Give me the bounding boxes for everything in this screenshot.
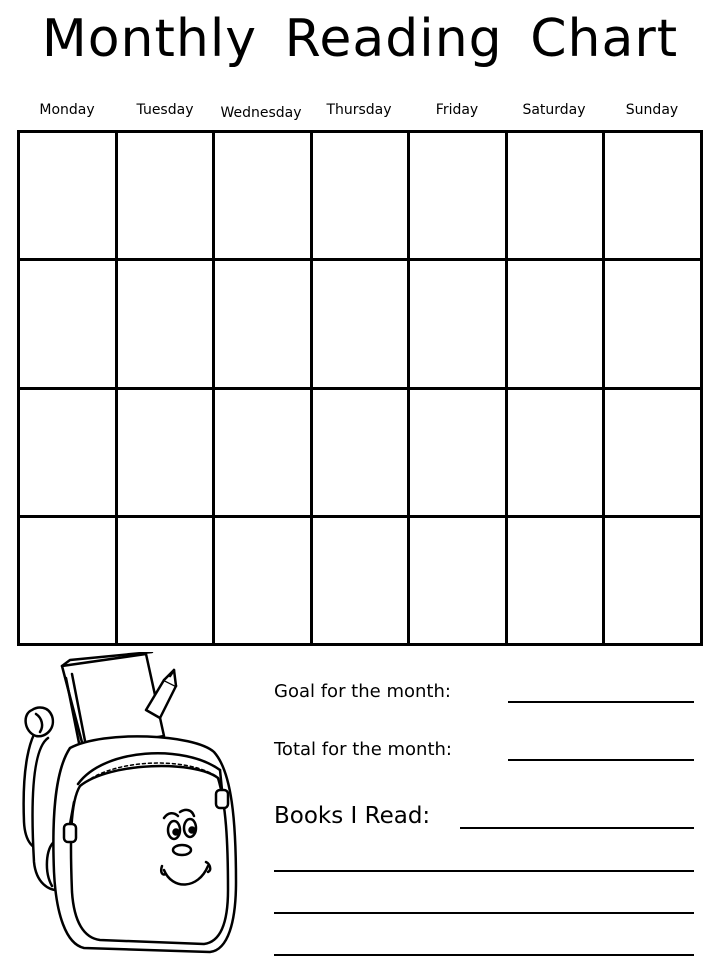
day-header-friday: Friday [435, 102, 479, 118]
page-title: Monthly Reading Chart [41, 9, 679, 69]
day-header-wednesday: Wednesday [220, 105, 302, 121]
total-field[interactable] [508, 759, 694, 761]
week-row [19, 388, 702, 516]
day-cell[interactable] [604, 260, 702, 388]
day-header-monday: Monday [39, 102, 95, 118]
day-cell[interactable] [506, 388, 604, 516]
day-cell[interactable] [409, 132, 507, 260]
day-cell[interactable] [116, 260, 214, 388]
day-cell[interactable] [214, 516, 312, 644]
day-cell[interactable] [604, 132, 702, 260]
day-cell[interactable] [19, 388, 117, 516]
day-cell[interactable] [19, 260, 117, 388]
day-cell[interactable] [116, 516, 214, 644]
day-cell[interactable] [311, 388, 409, 516]
day-cell[interactable] [19, 132, 117, 260]
week-row [19, 516, 702, 644]
total-label: Total for the month: [274, 739, 452, 760]
day-cell[interactable] [116, 388, 214, 516]
reading-calendar-grid [17, 130, 703, 646]
day-cell[interactable] [506, 516, 604, 644]
day-cell[interactable] [409, 388, 507, 516]
day-cell[interactable] [214, 260, 312, 388]
goal-label: Goal for the month: [274, 681, 451, 702]
day-cell[interactable] [604, 516, 702, 644]
books-read-label: Books I Read: [274, 803, 431, 829]
day-cell[interactable] [311, 516, 409, 644]
books-read-field[interactable] [460, 827, 694, 829]
day-cell[interactable] [311, 132, 409, 260]
goal-field[interactable] [508, 701, 694, 703]
day-cell[interactable] [214, 388, 312, 516]
day-cell[interactable] [116, 132, 214, 260]
books-read-line[interactable] [274, 870, 694, 872]
day-header-saturday: Saturday [522, 102, 586, 118]
week-row [19, 132, 702, 260]
day-cell[interactable] [506, 132, 604, 260]
week-row [19, 260, 702, 388]
day-cell[interactable] [19, 516, 117, 644]
books-read-line[interactable] [274, 912, 694, 914]
day-cell[interactable] [506, 260, 604, 388]
day-cell[interactable] [311, 260, 409, 388]
day-header-thursday: Thursday [326, 102, 392, 118]
day-header-sunday: Sunday [625, 102, 679, 118]
day-cell[interactable] [409, 260, 507, 388]
day-header-tuesday: Tuesday [136, 102, 194, 118]
backpack-icon [14, 652, 250, 956]
day-cell[interactable] [409, 516, 507, 644]
books-read-line[interactable] [274, 954, 694, 956]
day-cell[interactable] [604, 388, 702, 516]
day-cell[interactable] [214, 132, 312, 260]
